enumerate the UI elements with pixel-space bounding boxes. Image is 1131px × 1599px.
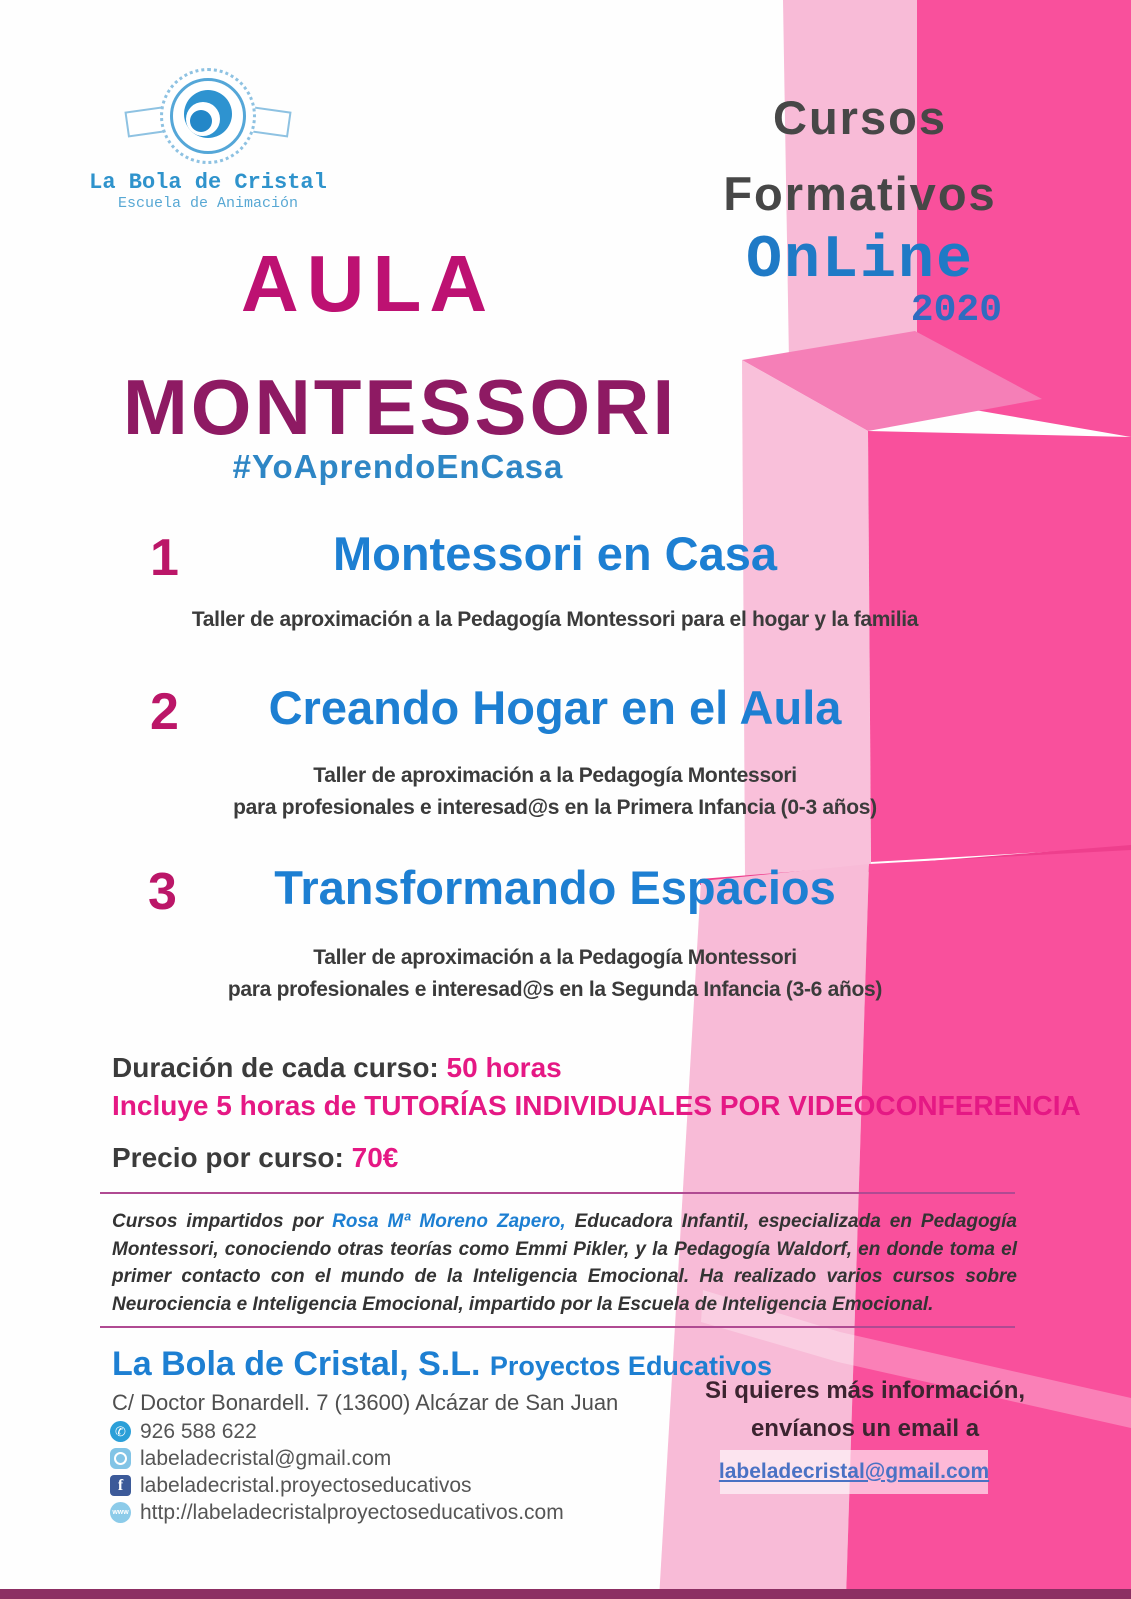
price-line bbox=[112, 1142, 398, 1174]
contact-facebook-row bbox=[110, 1472, 564, 1499]
header bbox=[660, 80, 1060, 332]
header-year: 2020 bbox=[910, 289, 1002, 332]
web-icon: www bbox=[110, 1502, 131, 1523]
crystal-ball-badge-icon bbox=[160, 68, 256, 164]
header-line-1: Cursos bbox=[773, 91, 947, 144]
info-line-1: Si quieres más información, bbox=[704, 1377, 1026, 1404]
divider-bottom bbox=[100, 1326, 1015, 1328]
course-2-number: 2 bbox=[150, 683, 179, 741]
course-2-description-line-2: para profesionales e interesad@s en la Primera Infancia (0-3 años) bbox=[233, 796, 877, 819]
course-1-description: Taller de aproximación a la Pedagogía Montessori para el hogar y la familia bbox=[191, 608, 919, 631]
instructor-rest: Educadora Infantil, especializada en Pedagogía Montessori, conociendo otras teorías como Emmi Pikler, y la Pedagogía Waldorf, en donde toma el primer contacto con el mundo de la Inteligencia Emocional. Ha realizado varios cursos sobre Neurociencia e Inteligencia Emocional, impartido por la Escuela de Inteligencia Emocional. bbox=[112, 1211, 1017, 1315]
title-aula: AULA bbox=[240, 239, 496, 328]
header-online: OnLine bbox=[745, 227, 975, 295]
divider-top bbox=[100, 1192, 1015, 1194]
contact-email-link[interactable]: labeladecristal@gmail.com bbox=[718, 1460, 990, 1483]
email-highlight-band bbox=[720, 1450, 988, 1494]
course-1-title: Montessori en Casa bbox=[332, 527, 778, 580]
course-3-title: Transformando Espacios bbox=[274, 861, 836, 914]
instructor-name: Rosa Mª Moreno Zapero, bbox=[332, 1211, 566, 1232]
company-address: C/ Doctor Bonardell. 7 (13600) Alcázar de San Juan bbox=[112, 1390, 619, 1415]
duration-value: 50 horas bbox=[446, 1052, 562, 1083]
course-1-number: 1 bbox=[150, 529, 179, 587]
facebook-handle: labeladecristal.proyectoseducativos bbox=[140, 1473, 472, 1497]
contact-phone-row bbox=[110, 1418, 564, 1445]
company-suffix: Proyectos Educativos bbox=[489, 1351, 772, 1381]
price-value: 70€ bbox=[351, 1142, 399, 1173]
instagram-icon bbox=[110, 1448, 131, 1469]
contact-web-row bbox=[110, 1499, 564, 1526]
course-2-description-line-1: Taller de aproximación a la Pedagogía Montessori bbox=[313, 764, 797, 787]
more-info-block bbox=[690, 1372, 1040, 1448]
facebook-icon: f bbox=[110, 1475, 131, 1496]
course-3-description-line-1: Taller de aproximación a la Pedagogía Montessori bbox=[313, 946, 797, 969]
contact-list bbox=[110, 1418, 564, 1526]
logo-subtitle: Escuela de Animación bbox=[117, 195, 299, 212]
course-3-number: 3 bbox=[148, 863, 177, 921]
title-hashtag: #YoAprendoEnCasa bbox=[232, 448, 564, 485]
course-2-title: Creando Hogar en el Aula bbox=[268, 681, 842, 734]
contact-instagram-row bbox=[110, 1445, 564, 1472]
phone-number: 926 588 622 bbox=[140, 1419, 257, 1443]
phone-icon: ✆ bbox=[110, 1421, 131, 1442]
company-name: La Bola de Cristal, S.L. bbox=[112, 1345, 490, 1383]
price-label: Precio por curso: bbox=[112, 1142, 352, 1173]
footer-company-line bbox=[112, 1345, 772, 1384]
duration-label: Duración de cada curso: bbox=[112, 1052, 447, 1083]
includes-line: Incluye 5 horas de TUTORÍAS INDIVIDUALES POR VIDEOCONFERENCIA bbox=[112, 1090, 1081, 1121]
logo-name: La Bola de Cristal bbox=[89, 170, 327, 195]
logo bbox=[88, 68, 328, 212]
course-3-description-line-2: para profesionales e interesad@s en la Segunda Infancia (3-6 años) bbox=[227, 978, 883, 1001]
title-montessori: MONTESSORI bbox=[122, 363, 678, 451]
duration-line bbox=[112, 1052, 562, 1084]
website-url: http://labeladecristalproyectoseducativos.com bbox=[140, 1500, 564, 1524]
instructor-prefix: Cursos impartidos por bbox=[112, 1211, 333, 1232]
instructor-paragraph bbox=[112, 1208, 1017, 1318]
instagram-handle: labeladecristal@gmail.com bbox=[140, 1446, 392, 1470]
info-line-2: envíanos un email a bbox=[750, 1415, 980, 1442]
header-line-2: Formativos bbox=[723, 167, 997, 220]
